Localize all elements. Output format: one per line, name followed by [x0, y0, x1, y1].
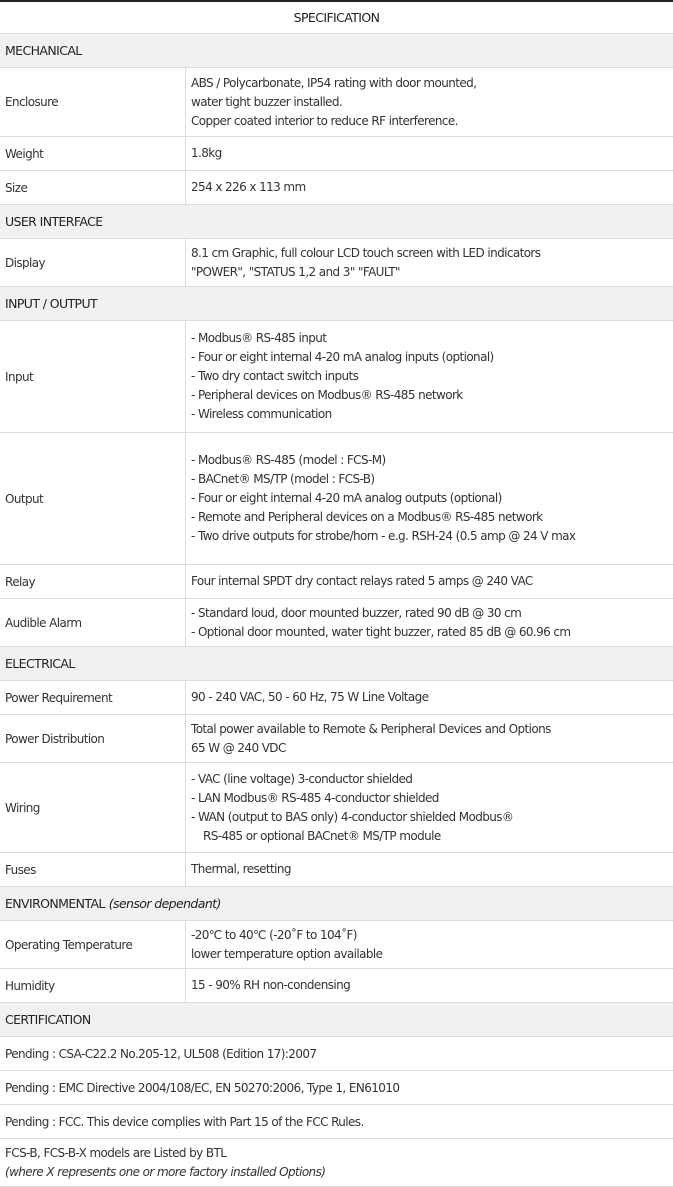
- value-line: Copper coated interior to reduce RF interference.: [191, 113, 458, 128]
- section-certification: [0, 1003, 673, 1037]
- cert-fcc: [0, 1105, 673, 1139]
- value-line: - Modbus® RS-485 input: [191, 331, 327, 345]
- section-user-interface-title: USER INTERFACE: [5, 214, 103, 229]
- value-line: -20℃ to 40℃ (-20˚F to 104˚F): [191, 927, 357, 942]
- section-environmental-note: (sensor dependant): [108, 896, 221, 911]
- value-line: 65 W @ 240 VDC: [191, 740, 286, 755]
- section-mechanical: [0, 34, 673, 68]
- row-fuses: [0, 853, 673, 887]
- value-line: 254 x 226 x 113 mm: [191, 180, 306, 194]
- cert-csa: [0, 1037, 673, 1071]
- row-label: Output: [0, 433, 186, 564]
- value-line: - Standard loud, door mounted buzzer, rated 90 dB @ 30 cm: [191, 605, 522, 620]
- value-line: Total power available to Remote & Peripheral Devices and Options: [191, 721, 551, 736]
- cert-text: FCS-B, FCS-B-X models are Listed by BTL: [5, 1145, 227, 1160]
- value-line: ABS / Polycarbonate, IP54 rating with door mounted,: [191, 75, 477, 90]
- value-line: - Optional door mounted, water tight buzzer, rated 85 dB @ 60.96 cm: [191, 624, 571, 639]
- section-certification-title: CERTIFICATION: [5, 1012, 91, 1027]
- section-environmental: [0, 887, 673, 921]
- row-value: [186, 763, 673, 852]
- row-label: Humidity: [0, 969, 186, 1002]
- value-line: water tight buzzer installed.: [191, 94, 343, 109]
- row-value: [186, 681, 673, 714]
- value-line: - Two drive outputs for strobe/horn - e.g. RSH-24 (0.5 amp @ 24 V max: [191, 529, 576, 543]
- row-value: [186, 599, 673, 646]
- value-line: - Four or eight internal 4-20 mA analog inputs (optional): [191, 350, 494, 364]
- row-output: [0, 433, 673, 565]
- row-value: [186, 969, 673, 1002]
- row-label: Wiring: [0, 763, 186, 852]
- row-value: [186, 921, 673, 968]
- value-line: - Peripheral devices on Modbus® RS-485 network: [191, 388, 463, 402]
- value-line: - BACnet® MS/TP (model : FCS-B): [191, 472, 375, 486]
- row-display: [0, 239, 673, 287]
- row-label: Relay: [0, 565, 186, 598]
- value-line: - Remote and Peripheral devices on a Modbus® RS-485 network: [191, 510, 543, 524]
- table-title-text: SPECIFICATION: [293, 10, 380, 25]
- section-user-interface: [0, 205, 673, 239]
- row-value: [186, 853, 673, 886]
- row-label: Audible Alarm: [0, 599, 186, 646]
- value-line: 15 - 90% RH non-condensing: [191, 978, 351, 992]
- value-line: - Wireless communication: [191, 407, 332, 421]
- row-label: Enclosure: [0, 68, 186, 136]
- section-electrical-title: ELECTRICAL: [5, 656, 75, 671]
- cert-emc: [0, 1071, 673, 1105]
- row-value: [186, 433, 673, 564]
- row-relay: [0, 565, 673, 599]
- row-power-requirement: [0, 681, 673, 715]
- section-input-output-title: INPUT / OUTPUT: [5, 296, 98, 311]
- value-line: 8.1 cm Graphic, full colour LCD touch screen with LED indicators: [191, 245, 541, 260]
- row-value: [186, 715, 673, 762]
- row-audible-alarm: [0, 599, 673, 647]
- value-line: Four internal SPDT dry contact relays rated 5 amps @ 240 VAC: [191, 574, 533, 588]
- row-value: [186, 68, 673, 136]
- row-value: [186, 321, 673, 432]
- row-label: Fuses: [0, 853, 186, 886]
- value-line: lower temperature option available: [191, 946, 383, 961]
- row-label: Display: [0, 239, 186, 286]
- row-label: Input: [0, 321, 186, 432]
- row-weight: [0, 137, 673, 171]
- value-line: Thermal, resetting: [191, 862, 291, 876]
- row-wiring: [0, 763, 673, 853]
- row-value: [186, 239, 673, 286]
- row-value: [186, 137, 673, 170]
- value-line: - VAC (line voltage) 3-conductor shielded: [191, 771, 413, 786]
- cert-text: Pending : EMC Directive 2004/108/EC, EN 50270:2006, Type 1, EN61010: [5, 1080, 400, 1095]
- value-line: - Four or eight internal 4-20 mA analog outputs (optional): [191, 491, 502, 505]
- value-line: RS-485 or optional BACnet® MS/TP module: [203, 828, 441, 843]
- cert-text: Pending : CSA-C22.2 No.205-12, UL508 (Edition 17):2007: [5, 1046, 317, 1061]
- cert-btl: [0, 1139, 673, 1187]
- value-line: - WAN (output to BAS only) 4-conductor shielded Modbus®: [191, 809, 514, 824]
- row-label: Power Distribution: [0, 715, 186, 762]
- value-line: - LAN Modbus® RS-485 4-conductor shielded: [191, 790, 439, 805]
- row-size: [0, 171, 673, 205]
- row-label: Weight: [0, 137, 186, 170]
- value-line: 90 - 240 VAC, 50 - 60 Hz, 75 W Line Voltage: [191, 690, 429, 704]
- row-enclosure: [0, 68, 673, 137]
- row-label: Size: [0, 171, 186, 204]
- table-title: [0, 2, 673, 34]
- cert-text: Pending : FCC. This device complies with Part 15 of the FCC Rules.: [5, 1114, 364, 1129]
- row-power-distribution: [0, 715, 673, 763]
- row-value: [186, 171, 673, 204]
- row-operating-temperature: [0, 921, 673, 969]
- row-humidity: [0, 969, 673, 1003]
- row-input: [0, 321, 673, 433]
- section-environmental-title: ENVIRONMENTAL: [5, 896, 105, 911]
- row-value: [186, 565, 673, 598]
- value-line: - Modbus® RS-485 (model : FCS-M): [191, 453, 386, 467]
- section-electrical: [0, 647, 673, 681]
- section-input-output: [0, 287, 673, 321]
- value-line: - Two dry contact switch inputs: [191, 369, 359, 383]
- row-label: Power Requirement: [0, 681, 186, 714]
- value-line: "POWER", "STATUS 1,2 and 3" "FAULT": [191, 264, 400, 279]
- row-label: Operating Temperature: [0, 921, 186, 968]
- cert-note: (where X represents one or more factory installed Options): [5, 1164, 326, 1179]
- value-line: 1.8kg: [191, 146, 222, 160]
- section-mechanical-title: MECHANICAL: [5, 43, 82, 58]
